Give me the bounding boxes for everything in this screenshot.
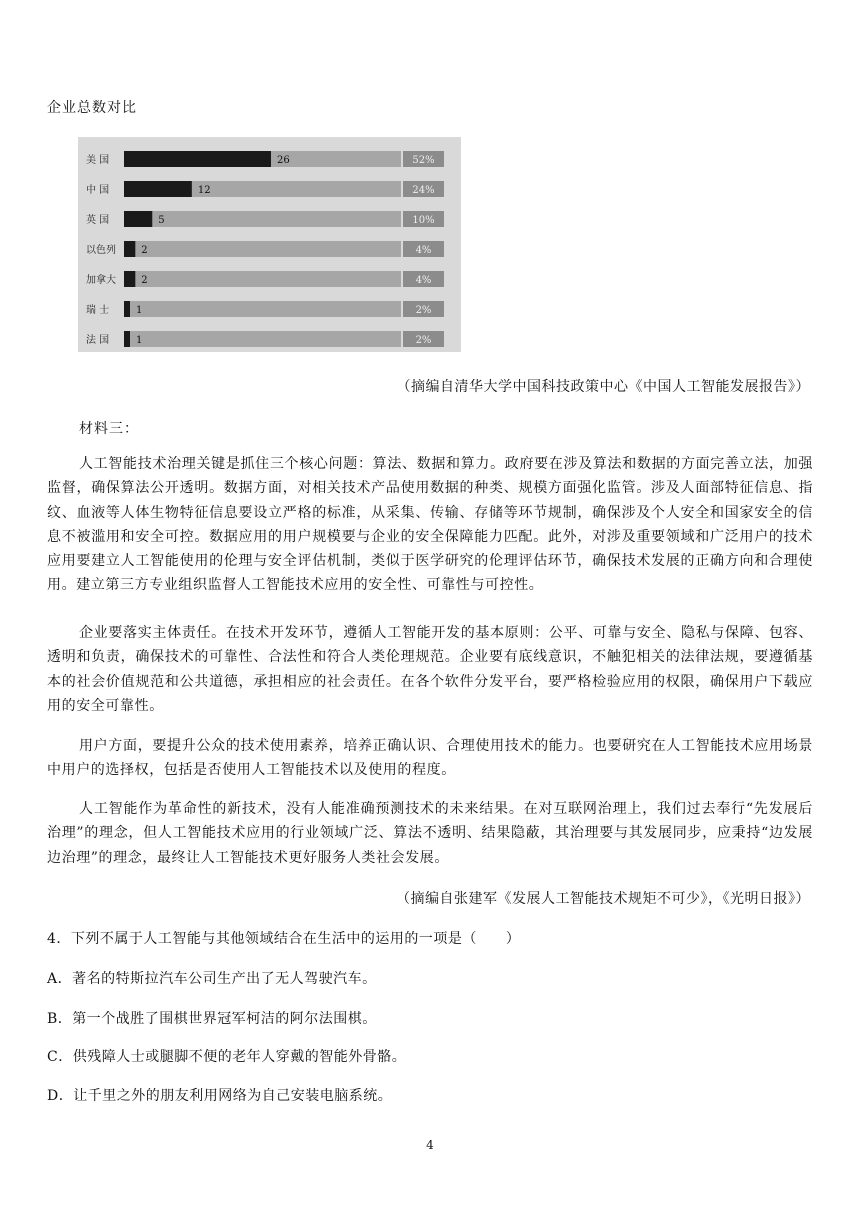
percent-label: 4% xyxy=(415,275,432,286)
value-label: 12 xyxy=(197,185,211,196)
chart-caption: 企业总数对比 xyxy=(47,100,137,116)
category-label: 瑞 士 xyxy=(86,305,110,316)
value-label: 5 xyxy=(158,215,165,226)
bar-英国 xyxy=(124,211,152,227)
paragraph-3: 用户方面，要提升公众的技术使用素养，培养正确认识、合理使用技术的能力。也要研究在人工智能技术应用场景中用户的选择权，包括是否使用人工智能技术以及使用的程度。 xyxy=(47,738,813,779)
bar-track xyxy=(124,211,401,227)
bar-瑞士 xyxy=(124,301,130,317)
paragraph-2: 企业要落实主体责任。在技术开发环节，遵循人工智能开发的基本原则：公平、可靠与安全、隐私与保障、包容、透明和负责，确保技术的可靠性、合法性和符合人类伦理规范。企业要有底线意识，不触犯相关的法律法规，要遵循基本的社会价值规范和公共道德，承担相应的社会责任。在各个软件分发平台，要严格检验应用的权限，确保用户下载应用的安全可靠性。 xyxy=(47,625,813,714)
bar-美国 xyxy=(124,151,271,167)
category-label: 法 国 xyxy=(86,335,110,346)
category-label: 加拿大 xyxy=(86,275,116,286)
option-a[interactable]: A．著名的特斯拉汽车公司生产出了无人驾驶汽车。 xyxy=(47,971,377,987)
source-citation-2: （摘编自张建军《发展人工智能技术规矩不可少》，《光明日报》） xyxy=(396,891,810,907)
category-label: 中 国 xyxy=(86,185,110,196)
category-label: 以色列 xyxy=(86,245,116,256)
bar-以色列 xyxy=(124,241,135,257)
bar-track xyxy=(124,301,401,317)
bar-track xyxy=(124,271,401,287)
paragraph-1: 人工智能技术治理关键是抓住三个核心问题：算法、数据和算力。政府要在涉及算法和数据的方面完善立法，加强监督，确保算法公开透明。数据方面，对相关技术产品使用数据的种类、规模方面强化监管。涉及人面部特征信息、指纹、血液等人体生物特征信息要设立严格的标准，从采集、传输、存储等环节规制，确保涉及个人安全和国家安全的信息不被滥用和安全可控。数据应用的用户规模要与企业的安全保障能力匹配。此外，对涉及重要领域和广泛用户的技术应用要建立人工智能使用的伦理与安全评估机制，类似于医学研究的伦理评估环节，确保技术发展的正确方向和合理使用。建立第三方专业组织监督人工智能技术应用的安全性、可靠性与可控性。 xyxy=(47,456,813,594)
option-c[interactable]: C．供残障人士或腿脚不便的老年人穿戴的智能外骨骼。 xyxy=(47,1049,407,1065)
bar-中国 xyxy=(124,181,192,197)
question-stem: 4．下列不属于人工智能与其他领域结合在生活中的运用的一项是（ ） xyxy=(47,931,521,947)
enterprise-count-chart xyxy=(78,137,461,352)
percent-label: 24% xyxy=(412,185,435,196)
value-label: 2 xyxy=(141,275,148,286)
material-title: 材料三： xyxy=(79,421,139,437)
category-label: 英 国 xyxy=(86,215,110,226)
bar-track xyxy=(124,331,401,347)
option-d[interactable]: D．让千里之外的朋友利用网络为自己安装电脑系统。 xyxy=(47,1088,393,1104)
value-label: 1 xyxy=(136,305,143,316)
page-number: 4 xyxy=(426,1138,434,1152)
paragraph-4: 人工智能作为革命性的新技术，没有人能准确预测技术的未来结果。在对互联网治理上，我们过去奉行“先发展后治理”的理念，但人工智能技术应用的行业领域广泛、算法不透明、结果隐蔽，其治理要与其发展同步，应秉持“边发展边治理”的理念，最终让人工智能技术更好服务人类社会发展。 xyxy=(47,801,813,866)
category-label: 美 国 xyxy=(86,155,110,166)
percent-label: 4% xyxy=(415,245,432,256)
source-citation-1: （摘编自清华大学中国科技政策中心《中国人工智能发展报告》） xyxy=(396,379,810,395)
value-label: 26 xyxy=(277,155,290,166)
percent-label: 2% xyxy=(415,305,432,316)
bar-法国 xyxy=(124,331,130,347)
chart-svg xyxy=(78,137,461,352)
percent-label: 2% xyxy=(415,335,432,346)
value-label: 1 xyxy=(136,335,143,346)
bar-track xyxy=(124,241,401,257)
value-label: 2 xyxy=(141,245,148,256)
percent-label: 10% xyxy=(412,215,435,226)
option-b[interactable]: B．第一个战胜了围棋世界冠军柯洁的阿尔法围棋。 xyxy=(47,1011,377,1027)
bar-加拿大 xyxy=(124,271,135,287)
percent-label: 52% xyxy=(412,155,435,166)
